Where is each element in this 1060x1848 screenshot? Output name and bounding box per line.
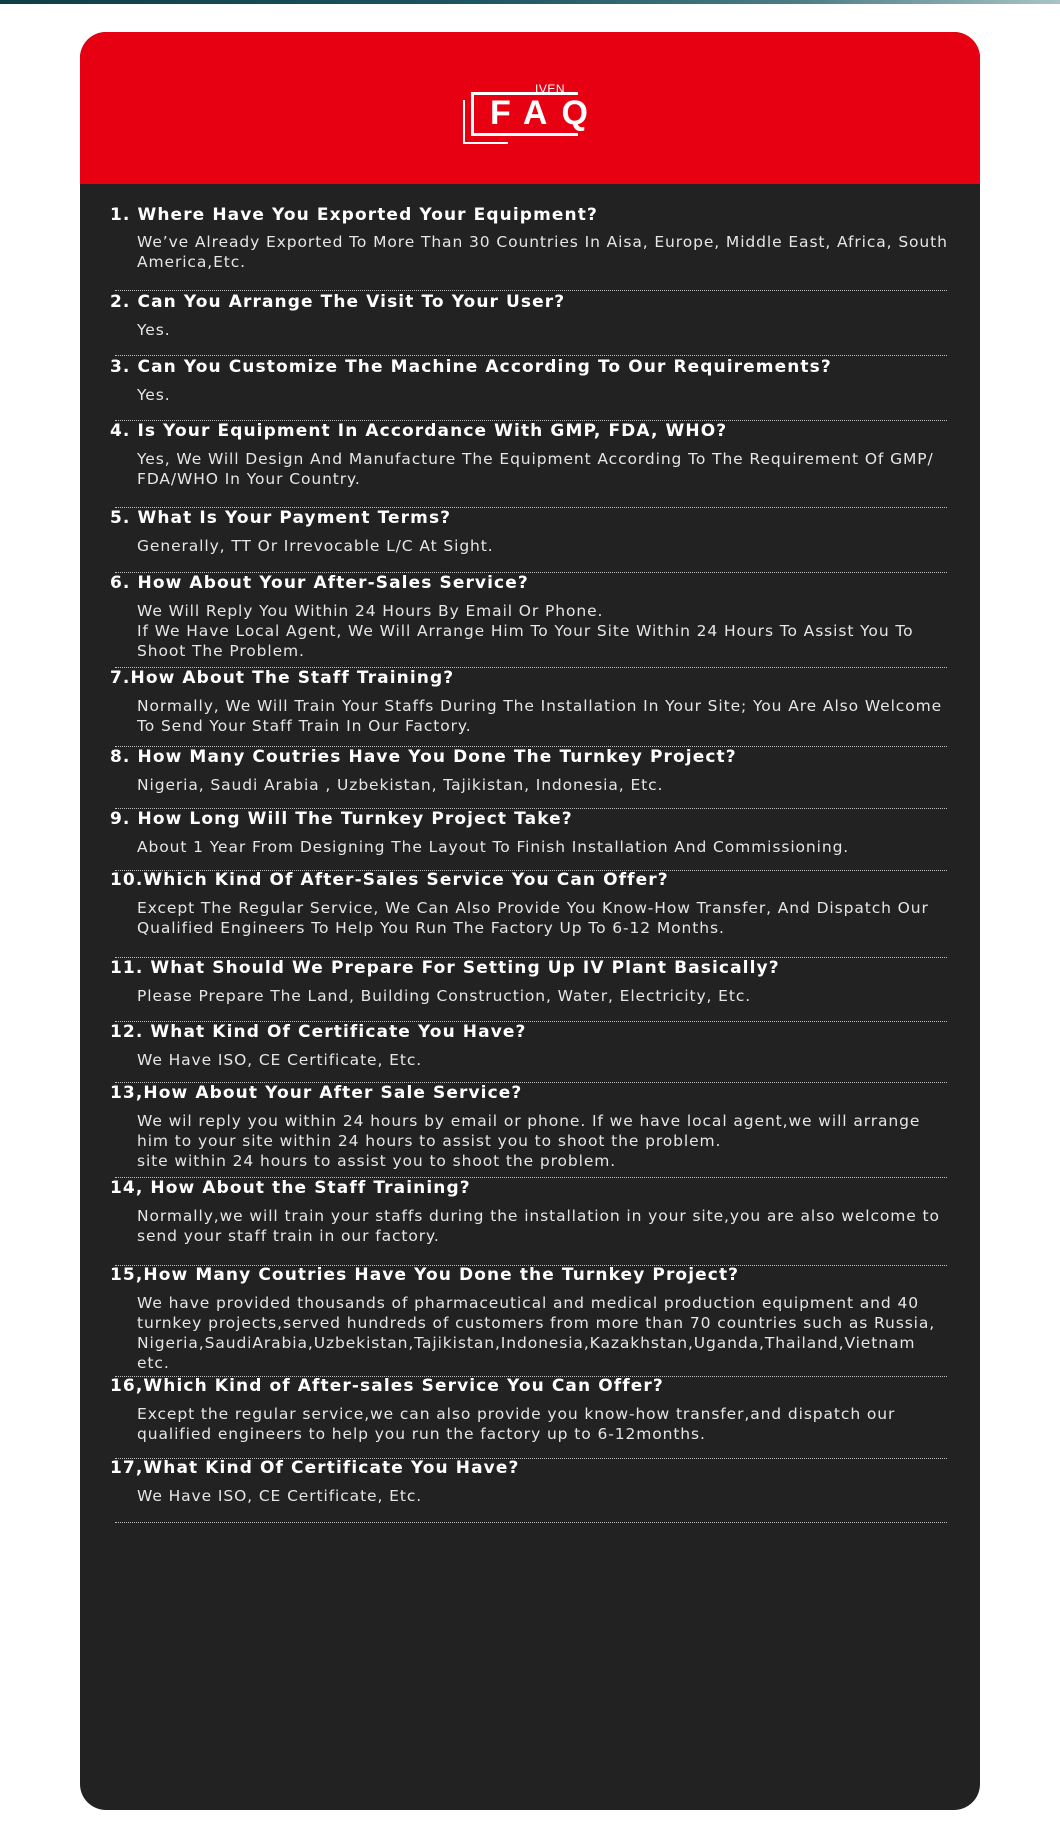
faq-question: 3. Can You Customize The Machine According To Our Requirements?	[110, 357, 832, 377]
top-banner-strip	[0, 0, 1060, 4]
faq-header	[80, 32, 980, 184]
faq-separator	[115, 290, 947, 291]
faq-question: 16,Which Kind of After-sales Service You Can Offer?	[110, 1376, 664, 1396]
faq-question: 11. What Should We Prepare For Setting Up IV Plant Basically?	[110, 958, 780, 978]
faq-answer: Yes.	[137, 321, 171, 339]
faq-question: 6. How About Your After-Sales Service?	[110, 573, 529, 593]
faq-answer: We Have ISO, CE Certificate, Etc.	[137, 1051, 423, 1069]
faq-question: 4. Is Your Equipment In Accordance With GMP, FDA, WHO?	[110, 421, 728, 441]
faq-logo	[463, 82, 602, 182]
faq-answer: Yes, We Will Design And Manufacture The Equipment According To The Requirement Of GMP/ FDA/WHO In Your Country.	[137, 450, 934, 488]
logo-brand-text: IVEN	[535, 82, 566, 96]
faq-question: 1. Where Have You Exported Your Equipment?	[110, 205, 598, 225]
faq-answer: Except the regular service,we can also provide you know-how transfer,and dispatch our qualified engineers to help you run the factory up to 6-12months.	[137, 1405, 896, 1443]
faq-answer: Generally, TT Or Irrevocable L/C At Sight.	[137, 537, 494, 555]
faq-answer: We wil reply you within 24 hours by email or phone. If we have local agent,we will arrange him to your site within 24 hours to assist you to shoot the problem. site within 24 hours to assist you to shoot the problem.	[137, 1112, 921, 1170]
faq-question: 5. What Is Your Payment Terms?	[110, 508, 452, 528]
faq-answer: Yes.	[137, 386, 171, 404]
faq-answer: We have provided thousands of pharmaceutical and medical production equipment and 40 turnkey projects,served hundreds of customers from more than 70 countries such as Russia, Nigeria,SaudiArabia,Uzbekistan,Tajikistan,Indonesia,Kazakhstan,Uganda,Thailand,Vietnam etc.	[137, 1294, 936, 1372]
faq-question: 14, How About the Staff Training?	[110, 1178, 471, 1198]
faq-question: 13,How About Your After Sale Service?	[110, 1083, 523, 1103]
faq-question: 7.How About The Staff Training?	[110, 668, 455, 688]
faq-answer: Normally, We Will Train Your Staffs During The Installation In Your Site; You Are Also Welcome To Send Your Staff Train In Our Factory.	[137, 697, 943, 735]
faq-answer: Normally,we will train your staffs during the installation in your site,you are also welcome to send your staff train in our factory.	[137, 1207, 940, 1245]
faq-question: 17,What Kind Of Certificate You Have?	[110, 1458, 520, 1478]
faq-answer: Except The Regular Service, We Can Also Provide You Know-How Transfer, And Dispatch Our Qualified Engineers To Help You Run The Factory Up To 6-12 Months.	[137, 899, 929, 937]
faq-answer: About 1 Year From Designing The Layout To Finish Installation And Commissioning.	[137, 838, 850, 856]
faq-separator	[115, 1522, 947, 1523]
faq-separator	[115, 355, 947, 356]
faq-question: 8. How Many Coutries Have You Done The Turnkey Project?	[110, 747, 737, 767]
faq-answer: We Will Reply You Within 24 Hours By Email Or Phone. If We Have Local Agent, We Will Arrange Him To Your Site Within 24 Hours To Assist You To Shoot The Problem.	[137, 602, 914, 660]
faq-answer: We’ve Already Exported To More Than 30 Countries In Aisa, Europe, Middle East, Africa, South America,Etc.	[137, 233, 948, 271]
faq-answer: Nigeria, Saudi Arabia , Uzbekistan, Tajikistan, Indonesia, Etc.	[137, 776, 664, 794]
faq-question: 2. Can You Arrange The Visit To Your User?	[110, 292, 566, 312]
faq-question: 10.Which Kind Of After-Sales Service You Can Offer?	[110, 870, 669, 890]
faq-card	[80, 32, 980, 1810]
faq-question: 15,How Many Coutries Have You Done the Turnkey Project?	[110, 1265, 740, 1285]
page-title: FAQ	[490, 94, 602, 132]
faq-answer: Please Prepare The Land, Building Construction, Water, Electricity, Etc.	[137, 987, 752, 1005]
faq-question: 12. What Kind Of Certificate You Have?	[110, 1022, 527, 1042]
faq-answer: We Have ISO, CE Certificate, Etc.	[137, 1487, 423, 1505]
faq-question: 9. How Long Will The Turnkey Project Take?	[110, 809, 573, 829]
